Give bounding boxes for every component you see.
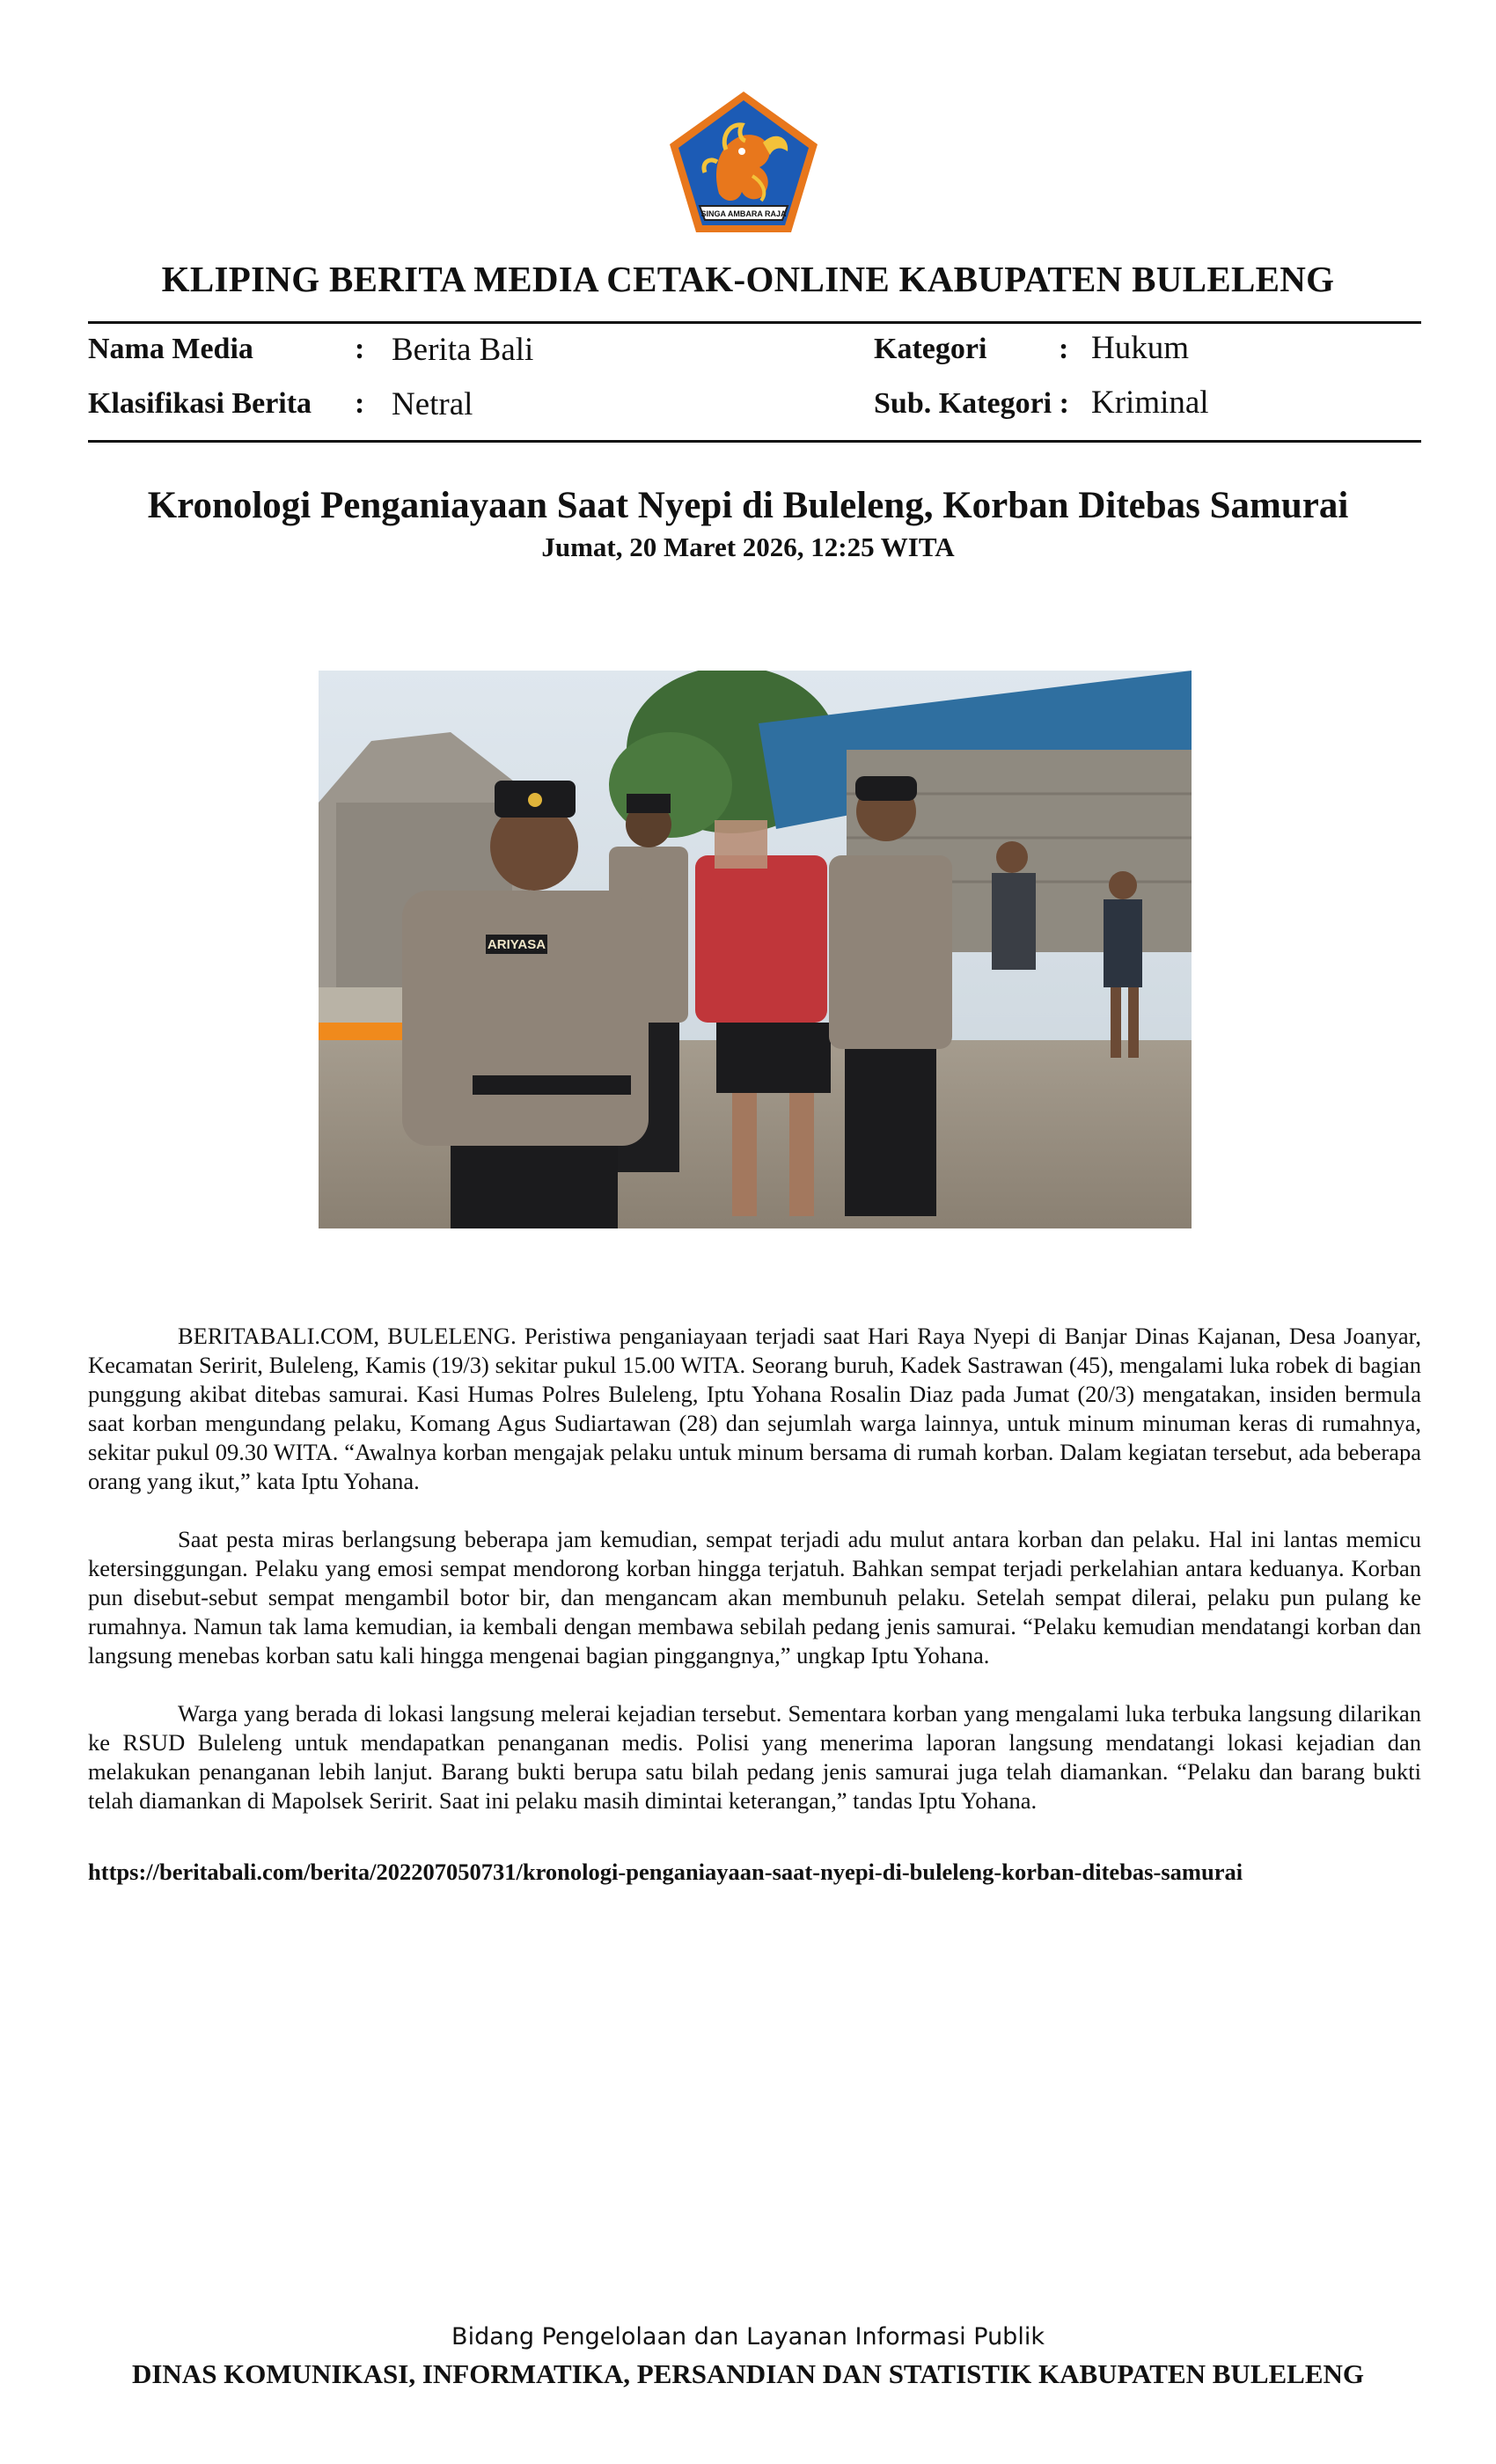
source-url-link[interactable]: https://beritabali.com/berita/202207050731/kronologi-penganiayaan-saat-nyepi-di-buleleng-korban-ditebas-samurai	[88, 1859, 1243, 1885]
article-paragraph: BERITABALI.COM, BULELENG. Peristiwa penganiayaan terjadi saat Hari Raya Nyepi di Banjar Dinas Kajanan, Desa Joanyar, Kecamatan Seririt, Buleleng, Kamis (19/3) sekitar pukul 15.00 WITA. Seorang buruh, Kadek Sastrawan (45), mengalami luka robek di bagian punggung akibat ditebas samurai. Kasi Humas Polres Buleleng, Iptu Yohana Rosalin Diaz pada Jumat (20/3) mengatakan, insiden bermula saat korban mengundang pelaku, Komang Agus Sudiartawan (28) dan sejumlah warga lainnya, untuk minum minuman keras di rumahnya, sekitar pukul 09.30 WITA. “Awalnya korban mengajak pelaku untuk minum bersama di rumah korban. Dalam kegiatan tersebut, ada beberapa orang yang ikut,” kata Iptu Yohana.	[88, 1323, 1421, 1494]
divider-top	[88, 321, 1421, 324]
divider-bottom	[88, 440, 1421, 443]
klasifikasi-value: Netral	[392, 386, 473, 422]
media-colon: :	[355, 333, 365, 365]
article-paragraph: Saat pesta miras berlangsung beberapa jam kemudian, sempat terjadi adu mulut antara korban dan pelaku. Hal ini lantas memicu ketersinggungan. Pelaku yang emosi sempat mendorong korban hingga terjatuh. Bahkan sempat terjadi perkelahian antara keduanya. Korban pun disebut-sebut sempat mengambil botor bir, dan mengancam akan membunuh pelaku. Setelah sempat dilerai, pelaku pun pulang ke rumahnya. Namun tak lama kemudian, ia kembali dengan membawa sebilah pedang jenis samurai. “Pelaku kemudian mendatangi korban dan langsung menebas korban satu kali hingga mengenai bagian pinggangnya,” ungkap Iptu Yohana.	[88, 1526, 1421, 1668]
klasifikasi-label: Klasifikasi Berita	[88, 387, 312, 420]
article-photo	[319, 671, 1192, 1228]
media-label: Nama Media	[88, 333, 253, 365]
kategori-value: Hukum	[1091, 330, 1189, 366]
article-headline: Kronologi Penganiayaan Saat Nyepi di Buleleng, Korban Ditebas Samurai	[147, 485, 1349, 526]
document-title: KLIPING BERITA MEDIA CETAK-ONLINE KABUPATEN BULELENG	[161, 259, 1335, 299]
article-paragraph: Warga yang berada di lokasi langsung melerai kejadian tersebut. Sementara korban yang mengalami luka terbuka langsung dilarikan ke RSUD Buleleng untuk mendapatkan penanganan medis. Polisi yang menerima laporan langsung mendatangi lokasi kejadian dan melakukan penanganan lebih lanjut. Barang bukti berupa satu bilah pedang jenis samurai juga telah diamankan. “Pelaku dan barang bukti telah diamankan di Mapolsek Seririt. Saat ini pelaku masih dimintai keterangan,” tandas Iptu Yohana.	[88, 1700, 1421, 1814]
kategori-colon: :	[1059, 333, 1069, 365]
klasifikasi-colon: :	[355, 387, 365, 420]
footer-department: Bidang Pengelolaan dan Layanan Informasi Publik	[451, 2323, 1045, 2350]
article-dateline: Jumat, 20 Maret 2026, 12:25 WITA	[541, 532, 955, 562]
subkategori-label: Sub. Kategori :	[874, 387, 1069, 420]
buleleng-regency-emblem	[664, 88, 823, 236]
subkategori-value: Kriminal	[1091, 385, 1209, 421]
emblem-motto: SINGA AMBARA RAJA	[700, 209, 787, 218]
media-value: Berita Bali	[392, 332, 534, 368]
footer-agency: DINAS KOMUNIKASI, INFORMATIKA, PERSANDIAN DAN STATISTIK KABUPATEN BULELENG	[131, 2358, 1365, 2389]
kategori-label: Kategori	[874, 333, 987, 365]
article-body	[88, 1322, 1421, 1844]
photo-name-tag: ARIYASA	[487, 937, 546, 952]
